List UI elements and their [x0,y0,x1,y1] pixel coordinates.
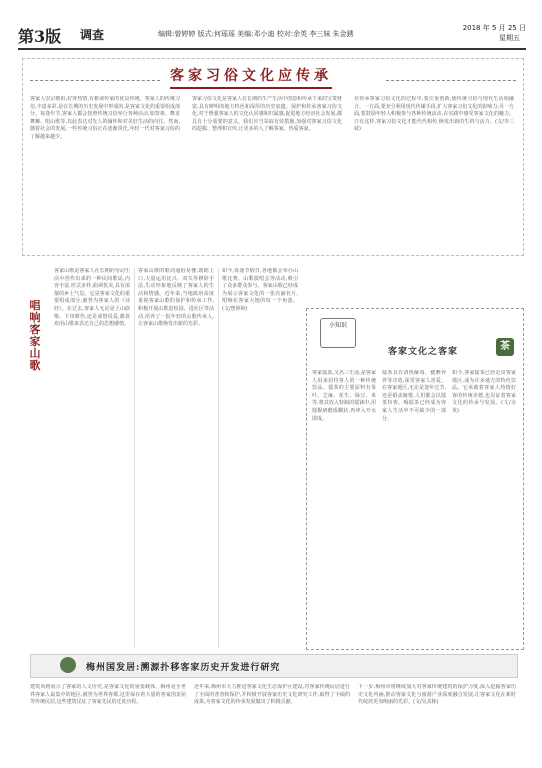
issue-date: 2018 年 5 月 25 日 [462,24,526,32]
sidebar-title: 唱响客家山歌 [29,299,41,372]
issue-weekday: 星期五 [499,34,520,42]
sidebar-column-2: 客家山歌的歌词通俗易懂,朗朗上口,大量运用比兴、双关等修辞手法,生动形象地反映了客家人的生活和情感。近年来,当地政府高度重视客家山歌的保护和传承工作,积极开展山歌进校园、进社区等活动,培养了一批年轻的山歌传承人,让客家山歌焕发出新的光彩。 [138,268,214,328]
column-rule [218,268,219,648]
article2-column-3: 如今,客家擂茶已经走出客家地区,成为许多地方的特色饮品。它承载着客家人热情好客的传统美德,也见证着客家文化的传承与发展。(文/余英) [452,370,516,414]
section-name: 调查 [80,28,105,42]
article1-column-1: 客家人崇宗敬祖,好客热情,有耕读传家的优良传统。客家人的传统习俗,丰富多彩,是在长期的历史发展中形成的,是客家文化的重要组成部分。每逢年节,客家人都会按照传统习俗举行各种活动,如祭祖、舞龙舞狮、唱山歌等,以此表达对先人的缅怀和对美好生活的向往。然而,随着社会的发展,一些传统习俗正在逐渐淡化,年轻一代对客家习俗的了解越来越少。 [30,96,180,140]
editor-credits: 编辑:曾婷婷 版式:何瑶瑶 美编:邓小迪 校对:余英 李三妹 朱金銹 [158,30,354,38]
page-header [18,20,526,50]
article2-title: 客家文化之客家 [388,347,459,357]
title-dash-right [386,80,516,81]
article2-column-2: 擂茶具有清热解毒、健脾养胃等功效,深受客家人喜爱。在客家地区,无论是逢年过节,还是婚丧嫁娶,人们都会以擂茶待客。喝擂茶已经成为客家人生活中不可缺少的一部分。 [382,370,446,422]
article3-badge-icon [60,657,76,673]
knowledge-badge: 小知识 [320,318,356,348]
article3-title: 梅州国发居:溯源扑移客家历史开发进行研究 [86,663,281,673]
article3-column-1: 建筑风格展示了客家的人文历史,是客家文化的重要载体。梅州是全世界客家人最集中的地区,被誉为世界客都,这里保存着大量的客家围龙屋等传统民居,这些建筑见证了客家先民的迁徙历程。 [30,684,186,706]
page-number: 第3版 [18,27,62,46]
sidebar-column-3: 如今,每逢节假日,各地都会举办山歌比赛、山歌演唱会等活动,吸引了众多群众参与。客家山歌已经成为展示客家文化的一张亮丽名片,唱响在客家大地的每一个角落。(文/曾婷婷) [222,268,298,312]
article2-column-1: 客家擂茶,又名三生汤,是客家人用来招待客人的一种传统饮品。擂茶的主要原料有茶叶、芝麻、花生、绿豆、米等,将其放入特制的擂钵中,用擂棍研磨成糊状,再冲入开水即成。 [312,370,376,422]
article3-column-3: 下一步,梅州市将继续加大对客家传统建筑的保护力度,深入挖掘客家历史文化内涵,推动客家文化与旅游产业深度融合发展,让客家文化在新时代绽放更加绚丽的光彩。(文/吴其栋) [358,684,516,706]
article1-column-3: 在传承客家习俗文化的过程中,要注重创新,使传统习俗与现代生活相融合。一方面,要充分利用现代传媒手段,扩大客家习俗文化的影响力;另一方面,要鼓励年轻人积极参与各种传统活动,在实践中感受客家文化的魅力。只有这样,客家习俗文化才能代代相传,焕发出新的生机与活力。(文/李三妹) [354,96,514,133]
header-rule [18,48,526,50]
title-dash-left [30,80,160,81]
tea-seal-icon: 茶 [496,338,514,356]
sidebar-column-1: 客家山歌是客家人在长期的劳动生活中创作出来的一种民间歌谣,内容丰富,形式多样,曲调优美,具有浓郁的乡土气息。它是客家文化的重要组成部分,被誉为客家人的《诗经》。在过去,客家人无论是上山砍柴、下田耕作,还是谈情说爱,都喜欢用山歌来表达自己的思想感情。 [54,268,130,328]
article1-column-2: 客家习俗文化是客家人在长期的生产生活中创造和传承下来的宝贵财富,具有鲜明的地方特色和深厚的历史底蕴。保护和传承客家习俗文化,对于增强客家人的文化认同感和归属感,促进地方经济社会发展,都具有十分重要的意义。我们应当采取有效措施,加强对客家习俗文化的挖掘、整理和宣传,让更多的人了解客家、热爱客家。 [192,96,342,133]
article1-title: 客家习俗文化应传承 [170,65,332,89]
article3-column-2: 近年来,梅州市大力推进客家文化生态保护区建设,对客家传统民居进行了全面的普查和保护,并积极开展客家历史文化研究工作,取得了丰硕的成果,为客家文化的传承发展做出了积极贡献。 [194,684,350,706]
column-rule [134,268,135,648]
